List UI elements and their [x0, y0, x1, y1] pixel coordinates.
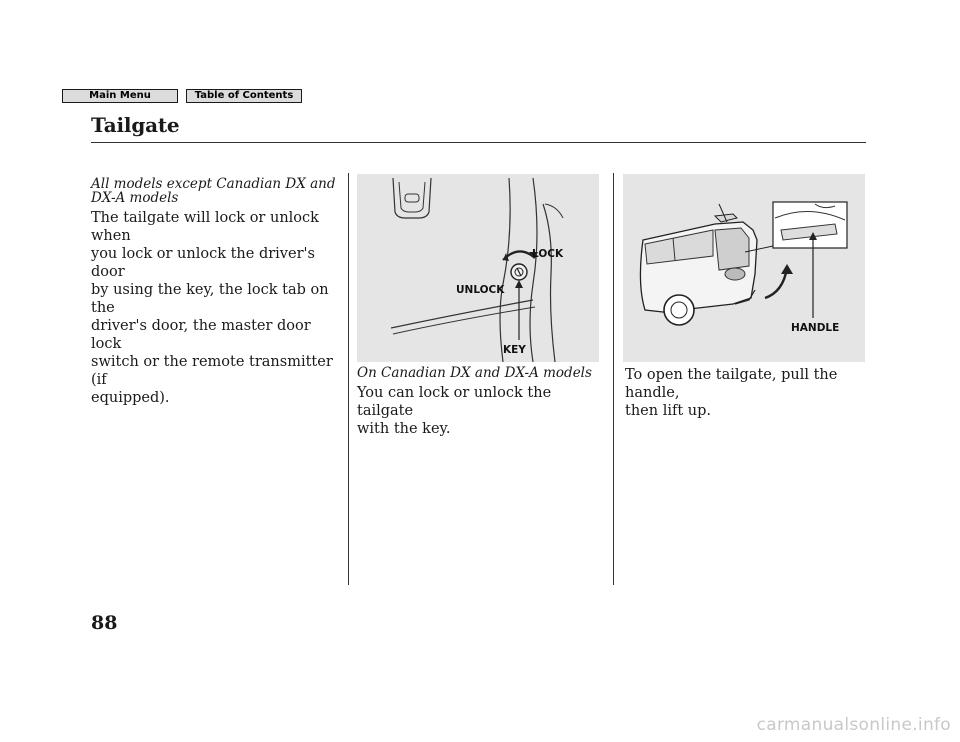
body-line: You can lock or unlock the tailgate	[357, 385, 552, 419]
body-line: The tailgate will lock or unlock when	[91, 210, 319, 244]
body-line: by using the key, the lock tab on the	[91, 282, 329, 316]
table-of-contents-button[interactable]: Table of Contents	[186, 89, 302, 103]
page-title: Tailgate	[91, 113, 180, 137]
model-note-line: DX-A models	[91, 190, 179, 206]
column-divider	[613, 173, 614, 585]
model-note: On Canadian DX and DX-A models	[357, 365, 592, 381]
body-line: you lock or unlock the driver's door	[91, 246, 315, 280]
model-note	[91, 177, 341, 205]
key-label: KEY	[503, 344, 526, 356]
watermark: carmanualsonline.info	[756, 715, 951, 735]
column-divider	[348, 173, 349, 585]
body-paragraph	[91, 209, 341, 407]
title-rule	[91, 142, 866, 143]
key-lock-illustration	[357, 174, 599, 362]
body-line: then lift up.	[625, 403, 712, 419]
lock-label: LOCK	[532, 248, 564, 260]
page-number: 88	[91, 612, 118, 634]
column-2	[357, 366, 607, 438]
body-line: with the key.	[357, 421, 451, 437]
body-line: equipped).	[91, 390, 170, 406]
body-line: To open the tailgate, pull the handle,	[625, 367, 838, 401]
body-line: driver's door, the master door lock	[91, 318, 311, 352]
body-paragraph	[625, 366, 875, 420]
key-lock-figure	[357, 174, 599, 362]
column-1	[91, 177, 341, 407]
unlock-label: UNLOCK	[456, 284, 505, 296]
body-line: switch or the remote transmitter (if	[91, 354, 333, 388]
main-menu-button[interactable]: Main Menu	[62, 89, 178, 103]
body-paragraph	[357, 384, 607, 438]
tailgate-handle-figure	[623, 174, 865, 362]
column-3	[625, 366, 875, 420]
model-note-line: All models except Canadian DX and	[91, 176, 336, 192]
handle-label: HANDLE	[791, 322, 840, 334]
